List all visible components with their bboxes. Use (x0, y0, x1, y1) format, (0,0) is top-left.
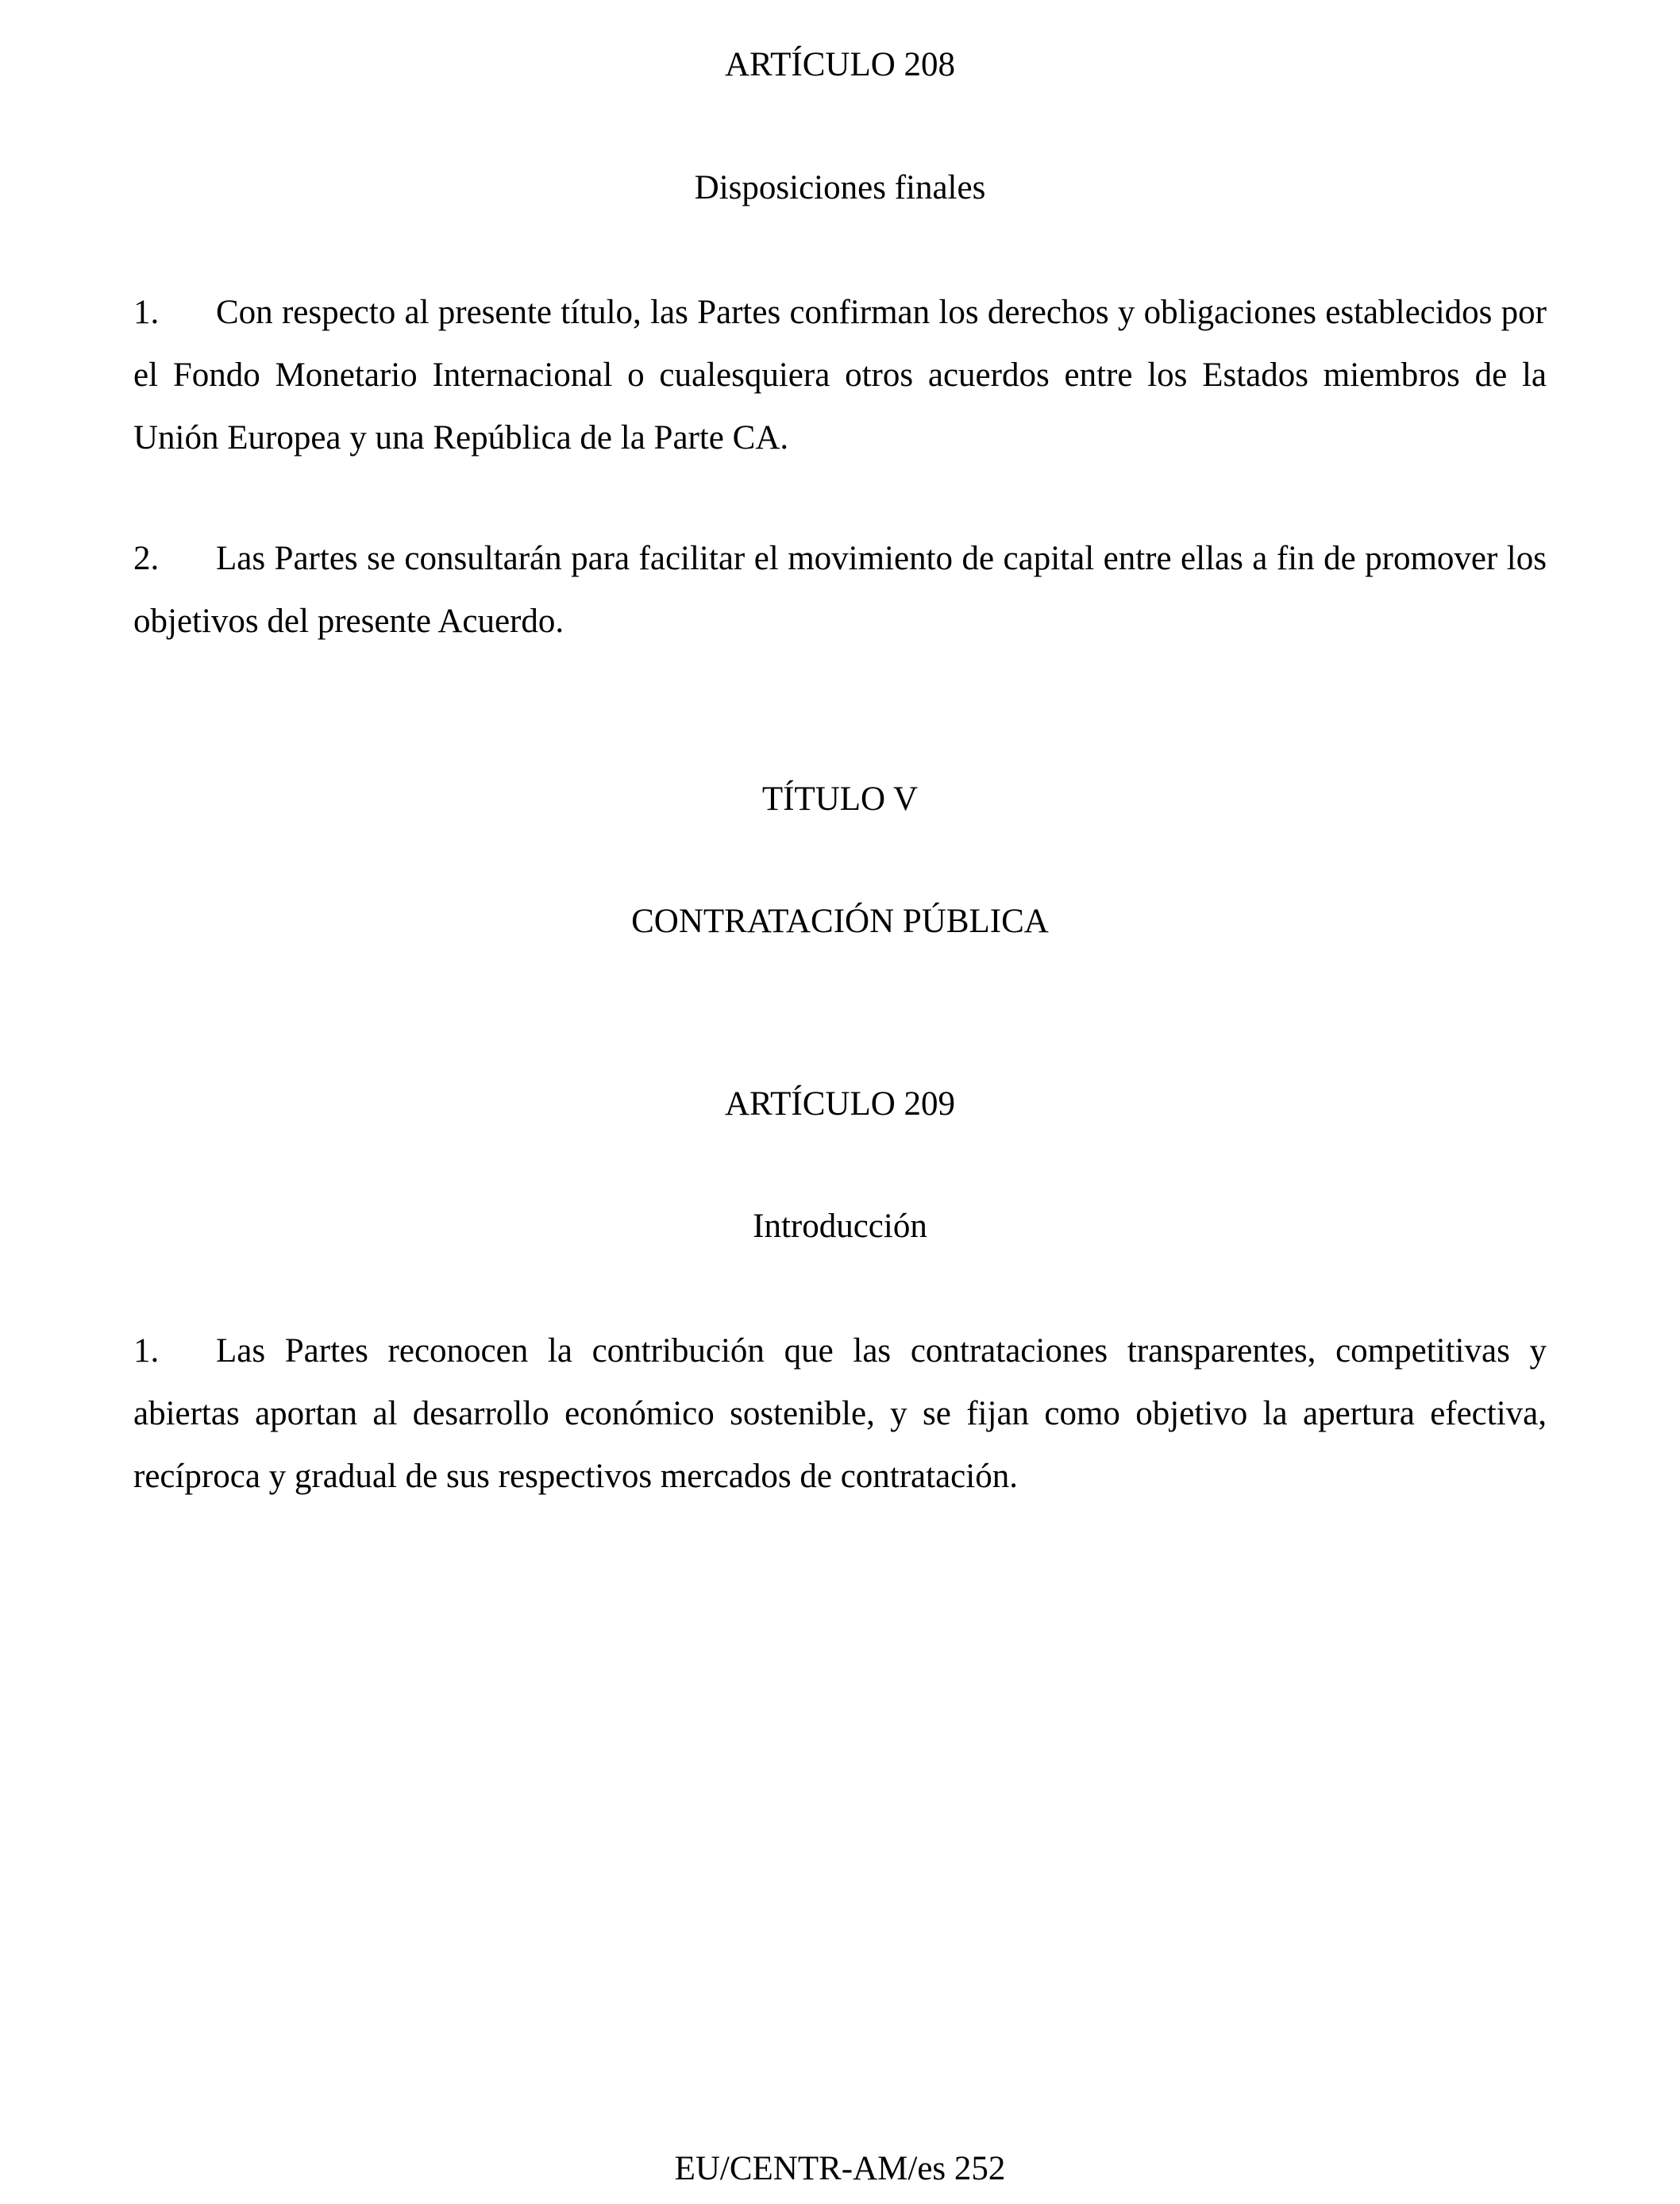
title-v-subtitle: CONTRATACIÓN PÚBLICA (631, 903, 1049, 940)
paragraph-number: 2. (133, 540, 160, 577)
article-208-paragraph-2 (133, 527, 1547, 653)
paragraph-text: Con respecto al presente título, las Partes confirman los derechos y obligaciones establecidos por el Fondo Monetario Internacional o cualesquiera otros acuerdos entre los Estados miembros de la Unión Europea y una República de la Parte CA. (133, 294, 1547, 457)
article-209-subheading: Introducción (753, 1208, 927, 1245)
title-v-heading: TÍTULO V (761, 780, 919, 818)
paragraph-number: 1. (133, 1332, 160, 1370)
page-footer-reference: EU/CENTR-AM/es 252 (674, 2150, 1006, 2187)
article-208-paragraph-1 (133, 281, 1547, 469)
paragraph-text: Las Partes reconocen la contribución que las contrataciones transparentes, competitivas y abiertas aportan al desarrollo económico sostenible, y se fijan como objetivo la apertura efectiva, recíproca y gradual de sus respectivos mercados de contratación. (133, 1332, 1547, 1495)
article-209-heading: ARTÍCULO 209 (724, 1085, 956, 1123)
article-209-paragraph-1 (133, 1320, 1547, 1508)
paragraph-number: 1. (133, 294, 160, 331)
article-208-heading: ARTÍCULO 208 (724, 46, 956, 83)
article-208-subheading: Disposiciones finales (694, 169, 986, 206)
paragraph-text: Las Partes se consultarán para facilitar el movimiento de capital entre ellas a fin de promover los objetivos del presente Acuerdo. (133, 540, 1547, 640)
